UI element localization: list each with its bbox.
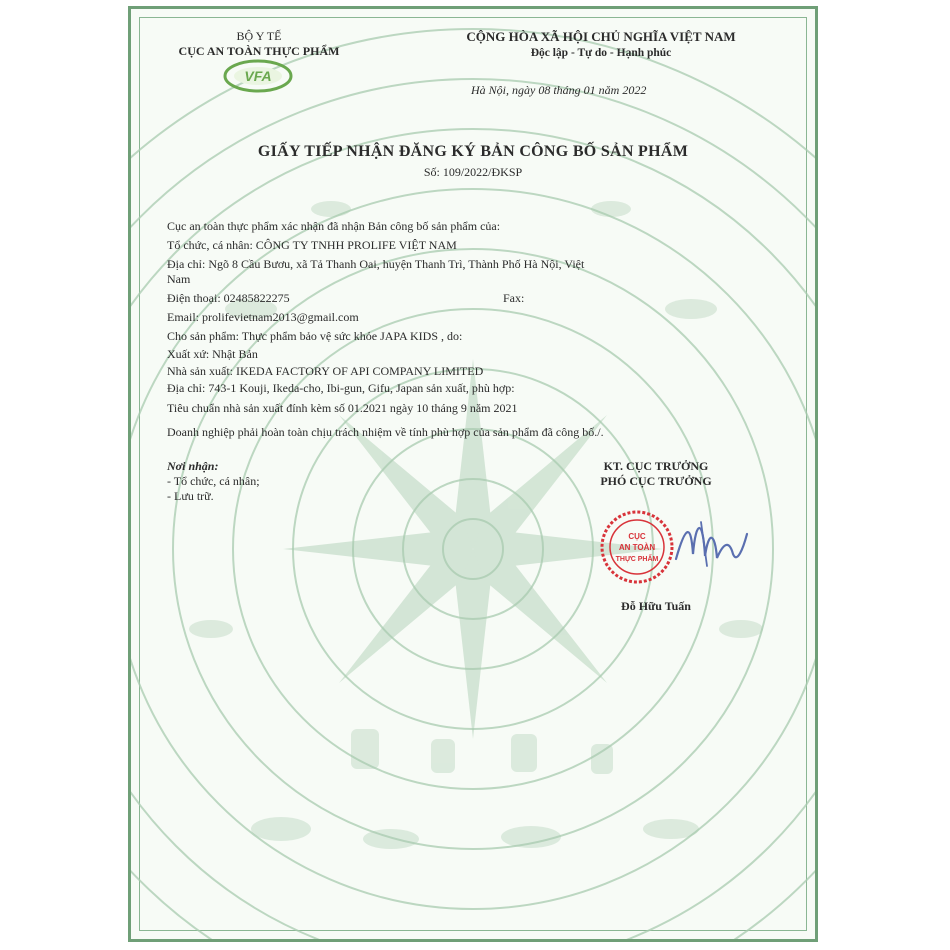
signature-title-1: KT. CỤC TRƯỞNG — [603, 459, 709, 473]
svg-text:CỤC: CỤC — [628, 532, 646, 541]
document-number: Số: 109/2022/ĐKSP — [423, 165, 523, 179]
ministry-name: BỘ Y TẾ — [236, 29, 282, 43]
manufacturer-line: Nhà sản xuất: IKEDA FACTORY OF API COMPANY LIMITED — [167, 364, 484, 378]
place-date: Hà Nội, ngày 08 tháng 01 năm 2022 — [471, 83, 647, 97]
recipients-block — [167, 459, 260, 504]
svg-text:AN TOÀN: AN TOÀN — [618, 543, 656, 552]
product-line: Cho sản phẩm: Thực phẩm bảo vệ sức khỏe JAPA KIDS , do: — [167, 329, 463, 343]
national-header — [401, 29, 801, 59]
vfa-logo — [223, 59, 293, 93]
recipient-item: - Tổ chức, cá nhân; — [167, 474, 260, 488]
country-name: CỘNG HÒA XÃ HỘI CHỦ NGHĨA VIỆT NAM — [466, 29, 736, 44]
recipients-title: Nơi nhận: — [167, 459, 219, 473]
intro-line: Cục an toàn thực phẩm xác nhận đã nhận Bản công bố sản phẩm của: — [167, 219, 501, 233]
document-content — [131, 9, 815, 939]
signature-title-2: PHÓ CỤC TRƯỞNG — [600, 474, 712, 488]
address-line-2: Nam — [167, 272, 191, 286]
organization-line: Tổ chức, cá nhân: CÔNG TY TNHH PROLIFE VIỆT NAM — [167, 238, 457, 252]
document-title: GIẤY TIẾP NHẬN ĐĂNG KÝ BẢN CÔNG BỐ SẢN PHẨM — [257, 143, 689, 160]
handwritten-signature — [671, 514, 751, 574]
address-line-1: Địa chỉ: Ngõ 8 Cầu Bươu, xã Tả Thanh Oai, huyện Thanh Trì, Thành Phố Hà Nội, Việt — [167, 257, 585, 271]
responsibility-line: Doanh nghiệp phải hoàn toàn chịu trách nhiệm về tính phù hợp của sản phẩm đã công bố./. — [167, 425, 604, 439]
standard-line: Tiêu chuẩn nhà sản xuất đính kèm số 01.2021 ngày 10 tháng 9 năm 2021 — [167, 401, 518, 415]
signer-name: Đỗ Hữu Tuấn — [621, 599, 691, 613]
manufacturer-address-line: Địa chỉ: 743-1 Kouji, Ikeda-cho, Ibi-gun, Gifu, Japan sản xuất, phù hợp: — [167, 381, 515, 395]
national-motto: Độc lập - Tự do - Hạnh phúc — [530, 47, 672, 59]
issuer-header — [149, 29, 369, 59]
certificate — [128, 6, 818, 942]
svg-text:THỰC PHẨM: THỰC PHẨM — [615, 556, 659, 563]
email-line: Email: prolifevietnam2013@gmail.com — [167, 310, 359, 324]
origin-line: Xuất xứ: Nhật Bản — [167, 347, 258, 361]
recipient-item: - Lưu trữ. — [167, 489, 214, 503]
fax-line: Fax: — [503, 291, 525, 305]
phone-line: Điện thoại: 02485822275 — [167, 291, 290, 305]
signature-title-block — [531, 459, 781, 489]
svg-text:VFA: VFA — [244, 68, 272, 84]
red-stamp — [599, 509, 675, 585]
department-name: CỤC AN TOÀN THỰC PHẨM — [178, 44, 340, 58]
